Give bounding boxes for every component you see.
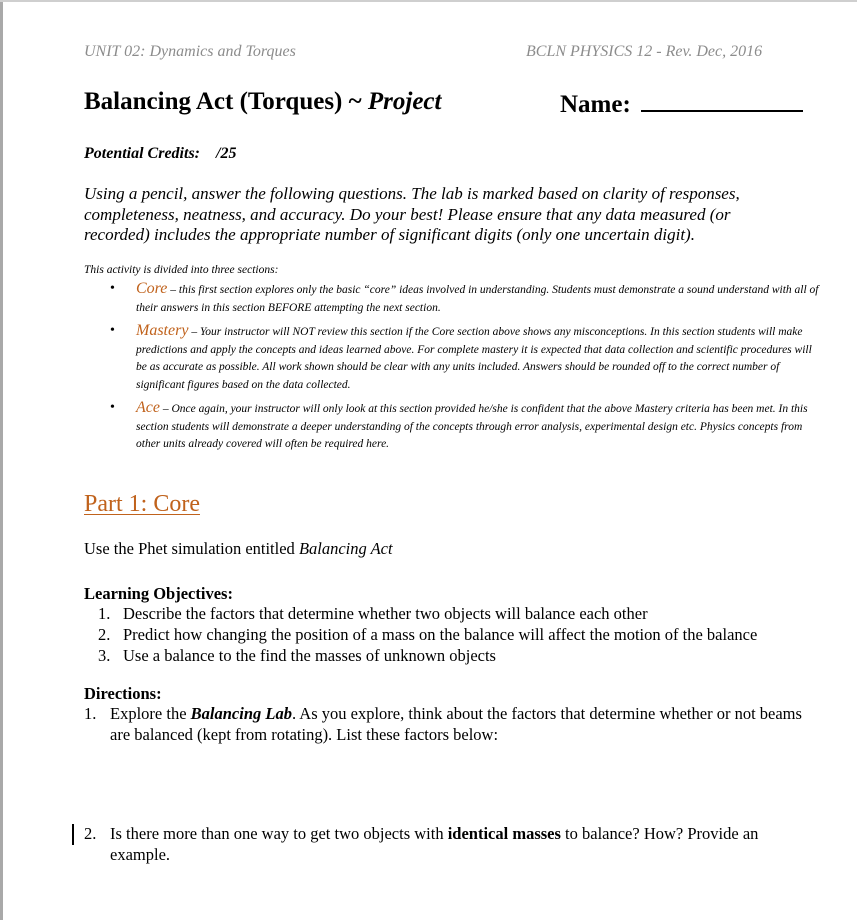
part1-heading: Part 1: Core	[84, 491, 200, 517]
potential-credits	[84, 145, 236, 163]
question-number: 2.	[84, 824, 97, 843]
intro-paragraph: Using a pencil, answer the following questions. The lab is marked based on clarity of responses, completeness, neatness, and accuracy. Do your best! Please ensure that any data measured (or recorded) includes the appropriate number of significant digits (only one uncertain digit).	[84, 184, 740, 244]
credits-label: Potential Credits:	[84, 145, 200, 162]
section-label: Ace	[136, 399, 160, 416]
credits-value: /25	[216, 145, 237, 162]
question-text-bold: Balancing Lab	[190, 704, 292, 723]
section-item-core	[110, 280, 825, 317]
objective-item	[84, 625, 757, 646]
question-text-bold: identical masses	[447, 824, 561, 843]
objective-text: Predict how changing the position of a mass on the balance will affect the motion of the balance	[123, 624, 758, 644]
question-2	[84, 824, 814, 865]
question-text-post: to balance? How? Provide an example.	[110, 824, 759, 864]
sections-intro: This activity is divided into three sections:	[84, 264, 279, 276]
text-cursor	[72, 824, 74, 845]
simulation-instruction	[84, 539, 393, 559]
page-left-border	[0, 0, 3, 920]
section-item-mastery	[110, 322, 825, 394]
bullet-icon: •	[110, 400, 115, 415]
question-text-post: . As you explore, think about the factors that determine whether or not beams are balanced (kept from rotating). List these factors below:	[110, 704, 802, 744]
name-blank-line[interactable]	[641, 88, 803, 112]
name-field	[560, 88, 803, 119]
section-text: – Your instructor will NOT review this section if the Core section above shows any misconceptions. In this section students will make predictions and apply the concepts and ideas learned above. For complete mastery it is expected that data collection and scientific procedures will be as accurate as possible. All work shown should be clear with any units included. Answers should be rounded off to the correct number of significant figures based on the data collected.	[136, 326, 812, 391]
section-text: – Once again, your instructor will only look at this section provided he/she is confident that the above Mastery criteria has been met. In this section students will demonstrate a deeper understanding of the concepts through error analysis, experimental design etc. Physics concepts from other units already covered will often be required here.	[136, 403, 808, 450]
learning-objectives-title: Learning Objectives:	[84, 584, 233, 603]
title-project: Project	[367, 88, 442, 115]
bullet-icon: •	[110, 281, 115, 296]
directions-title: Directions:	[84, 684, 162, 703]
section-text: – this first section explores only the basic “core” ideas involved in understanding. Students must demonstrate a sound understand with all of their answers in this section BEFORE attempting the next section.	[136, 284, 819, 314]
question-text-pre: Is there more than one way to get two objects with	[110, 824, 448, 843]
section-label: Core	[136, 280, 168, 297]
section-item-ace	[110, 399, 825, 454]
objective-number: 2.	[98, 624, 111, 644]
question-number: 1.	[84, 704, 97, 723]
objective-item	[84, 646, 757, 667]
title-main: Balancing Act (Torques) ~	[84, 88, 368, 115]
objective-number: 3.	[98, 645, 111, 665]
header-unit: UNIT 02: Dynamics and Torques	[84, 43, 296, 60]
objective-item	[84, 604, 757, 625]
page-title	[84, 88, 441, 116]
objective-number: 1.	[98, 604, 111, 623]
page-top-border	[0, 0, 857, 2]
sections-list	[110, 280, 825, 459]
question-text-pre: Explore the	[110, 704, 191, 723]
section-label: Mastery	[136, 322, 189, 339]
objective-text: Describe the factors that determine whether two objects will balance each other	[123, 604, 648, 623]
use-text: Use the Phet simulation entitled	[84, 539, 299, 558]
bullet-icon: •	[110, 323, 115, 338]
simulation-name: Balancing Act	[298, 539, 393, 558]
objective-text: Use a balance to the find the masses of unknown objects	[123, 645, 496, 665]
question-1	[84, 704, 814, 745]
name-label: Name:	[560, 91, 631, 118]
learning-objectives-list	[84, 604, 757, 666]
header-course: BCLN PHYSICS 12 - Rev. Dec, 2016	[526, 43, 763, 60]
